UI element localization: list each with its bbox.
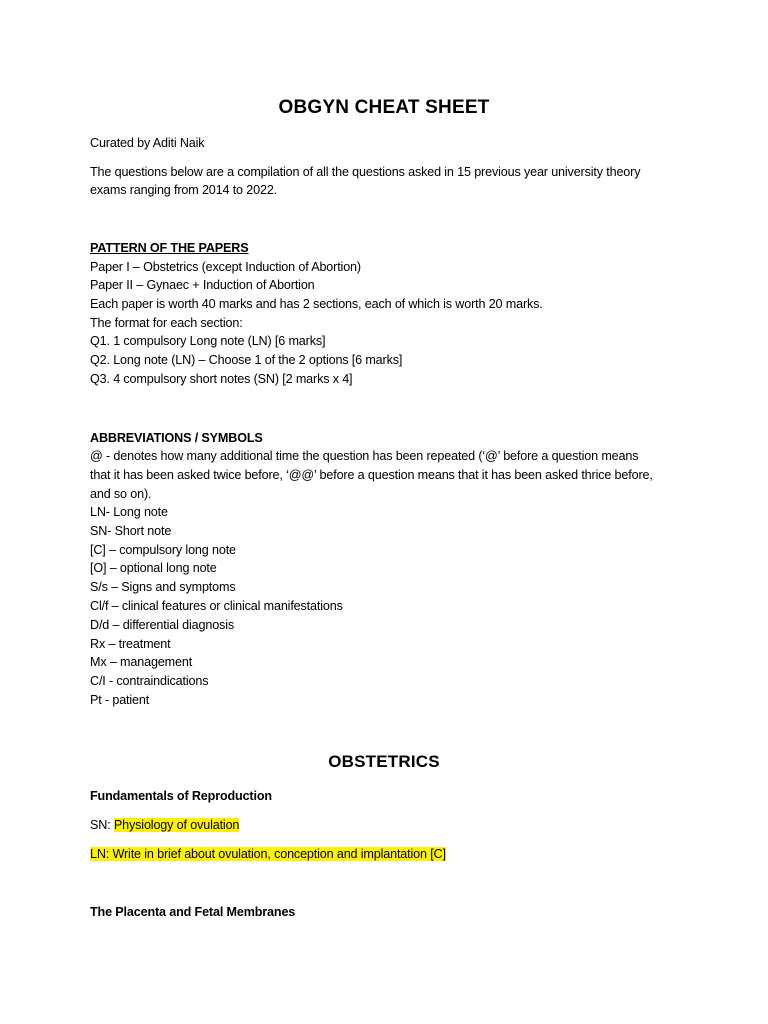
curator-line: Curated by Aditi Naik (90, 136, 205, 150)
document-title: OBGYN CHEAT SHEET (278, 97, 490, 118)
abbreviation-line: Pt - patient (90, 693, 150, 707)
abbreviation-line: and so on). (90, 487, 152, 501)
abbreviation-line: Rx – treatment (90, 637, 171, 651)
highlighted-question: Physiology of ovulation (113, 818, 240, 832)
abbreviation-line: LN- Long note (90, 505, 168, 519)
pattern-heading: PATTERN OF THE PAPERS (90, 241, 249, 255)
abbreviation-line: [C] – compulsory long note (90, 543, 236, 557)
pattern-line: The format for each section: (90, 316, 243, 330)
sn-prefix: SN: (90, 818, 114, 832)
abbreviation-line: S/s – Signs and symptoms (90, 580, 236, 594)
highlighted-question: LN: Write in brief about ovulation, conception and implantation [C] (90, 847, 446, 861)
abbreviation-line: Mx – management (90, 655, 193, 669)
abbreviations-heading: ABBREVIATIONS / SYMBOLS (90, 431, 263, 445)
abbreviation-line: SN- Short note (90, 524, 172, 538)
pattern-line: Paper II – Gynaec + Induction of Abortion (90, 278, 315, 292)
fundamentals-heading: Fundamentals of Reproduction (90, 789, 272, 803)
abbreviation-line: Cl/f – clinical features or clinical manifestations (90, 599, 343, 613)
placenta-heading: The Placenta and Fetal Membranes (90, 905, 296, 919)
pattern-line: Paper I – Obstetrics (except Induction of Abortion) (90, 260, 361, 274)
abbreviation-line: C/I - contraindications (90, 674, 209, 688)
pattern-line: Q3. 4 compulsory short notes (SN) [2 marks x 4] (90, 372, 353, 386)
ln-ovulation-conception (90, 845, 446, 863)
sn-physiology-ovulation (90, 816, 239, 834)
intro-line-2: exams ranging from 2014 to 2022. (90, 183, 278, 197)
pattern-line: Each paper is worth 40 marks and has 2 sections, each of which is worth 20 marks. (90, 297, 543, 311)
abbreviation-line: that it has been asked twice before, ‘@@’ before a question means that it has been asked thrice before, (90, 468, 653, 482)
obstetrics-heading: OBSTETRICS (328, 752, 440, 771)
abbreviation-line: D/d – differential diagnosis (90, 618, 234, 632)
intro-line-1: The questions below are a compilation of all the questions asked in 15 previous year university theory (90, 165, 641, 179)
pattern-line: Q1. 1 compulsory Long note (LN) [6 marks] (90, 334, 326, 348)
pattern-line: Q2. Long note (LN) – Choose 1 of the 2 options [6 marks] (90, 353, 403, 367)
abbreviation-line: @ - denotes how many additional time the question has been repeated (‘@’ before a question means (90, 449, 639, 463)
abbreviation-line: [O] – optional long note (90, 561, 217, 575)
